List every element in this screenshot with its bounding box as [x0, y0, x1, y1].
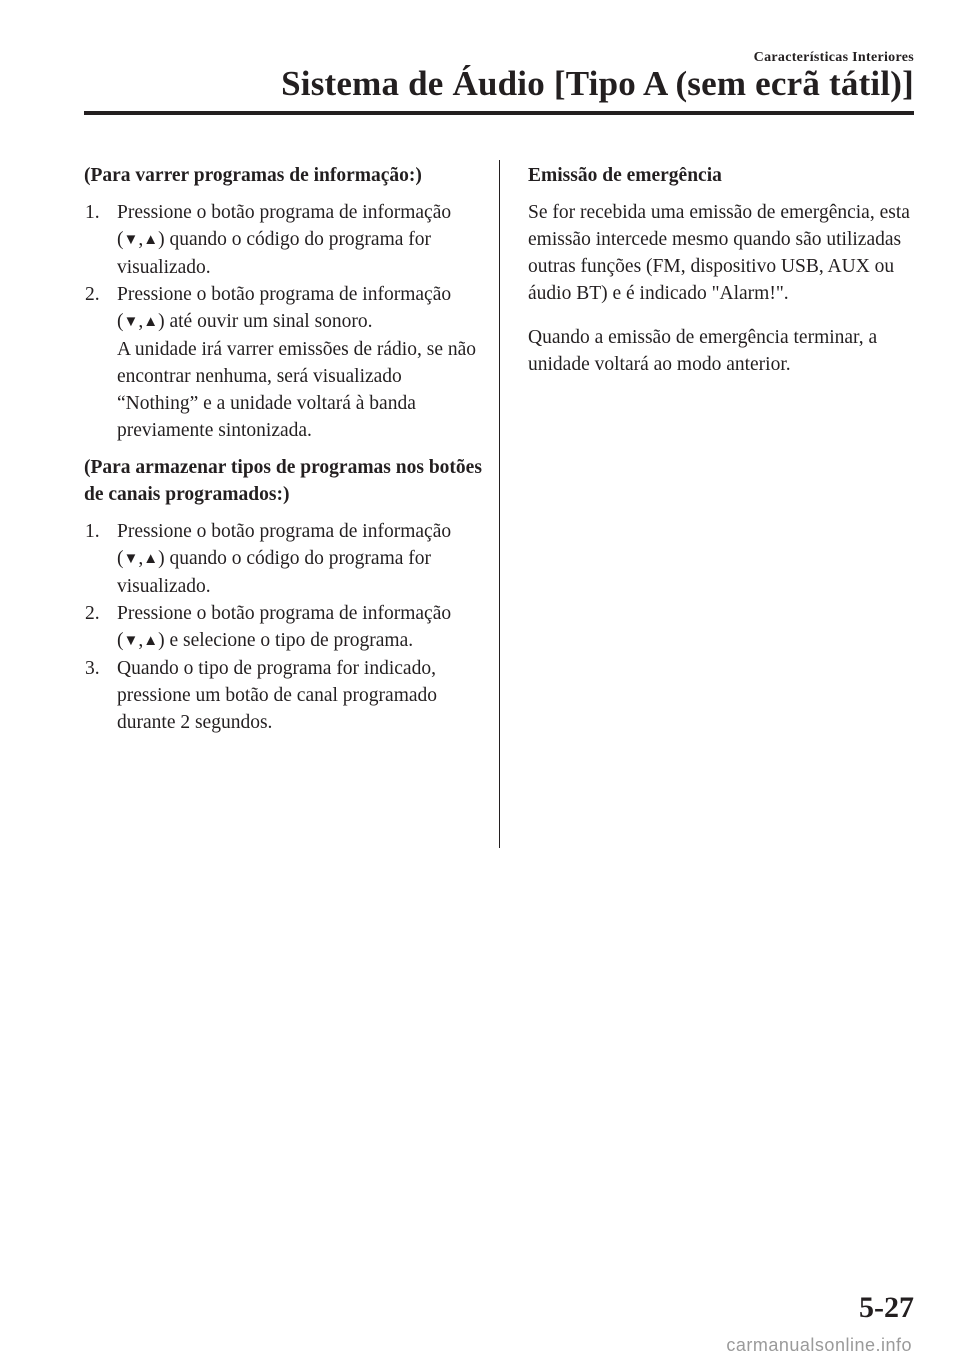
section-name: Características Interiores: [753, 50, 914, 65]
down-arrow-icon: ▼: [123, 314, 139, 330]
emergency-end-paragraph: Quando a emissão de emergência terminar, a unidade voltará ao modo anterior.: [528, 327, 878, 375]
list-item: 3. Quando o tipo de programa for indicado, pressione um botão de canal programado durante 2 segundos.: [84, 655, 484, 736]
emergency-paragraph: Se for recebida uma emissão de emergência, esta emissão intercede mesmo quando são utilizadas outras funções (FM, dispositivo USB, AUX ou áudio BT) e é indicado "Alarm!".: [528, 202, 910, 304]
list-item: 2. Pressione o botão programa de informação (▼,▲) e selecione o tipo de programa.: [84, 600, 484, 655]
scan-heading: (Para varrer programas de informação:): [84, 165, 422, 186]
down-arrow-icon: ▼: [123, 232, 139, 248]
down-arrow-icon: ▼: [123, 633, 139, 649]
left-column: [84, 162, 484, 736]
up-arrow-icon: ▲: [143, 232, 159, 248]
list-item: 2. Pressione o botão programa de informação (▼,▲) até ouvir um sinal sonoro. A unidade irá varrer emissões de rádio, se não encontrar nenhuma, será visualizado “Nothing” e a unidade voltará à banda previamente sintonizada.: [84, 281, 484, 444]
store-steps: [84, 518, 484, 736]
right-column: [528, 162, 918, 378]
up-arrow-icon: ▲: [143, 314, 159, 330]
list-item: 1. Pressione o botão programa de informação (▼,▲) quando o código do programa for visualizado.: [84, 199, 484, 281]
step-number: 3.: [85, 658, 100, 679]
header-rule: [84, 111, 914, 115]
step-number: 2.: [85, 284, 100, 305]
page-title: Sistema de Áudio [Tipo A (sem ecrã tátil)]: [281, 64, 914, 103]
step-number: 2.: [85, 603, 100, 624]
list-item: 1. Pressione o botão programa de informação (▼,▲) quando o código do programa for visualizado.: [84, 518, 484, 600]
column-divider: [499, 160, 500, 848]
step-note: A unidade irá varrer emissões de rádio, se não encontrar nenhuma, será visualizado “Nothing” e a unidade voltará à banda previamente sintonizada.: [117, 339, 476, 441]
up-arrow-icon: ▲: [143, 551, 159, 567]
scan-steps: [84, 199, 484, 444]
step-number: 1.: [85, 521, 100, 542]
store-heading: (Para armazenar tipos de programas nos botões de canais programados:): [84, 457, 482, 505]
emergency-heading: Emissão de emergência: [528, 165, 722, 186]
down-arrow-icon: ▼: [123, 551, 139, 567]
page-number: 5-27: [859, 1291, 914, 1324]
watermark: carmanualsonline.info: [726, 1335, 912, 1355]
up-arrow-icon: ▲: [143, 633, 159, 649]
step-number: 1.: [85, 202, 100, 223]
